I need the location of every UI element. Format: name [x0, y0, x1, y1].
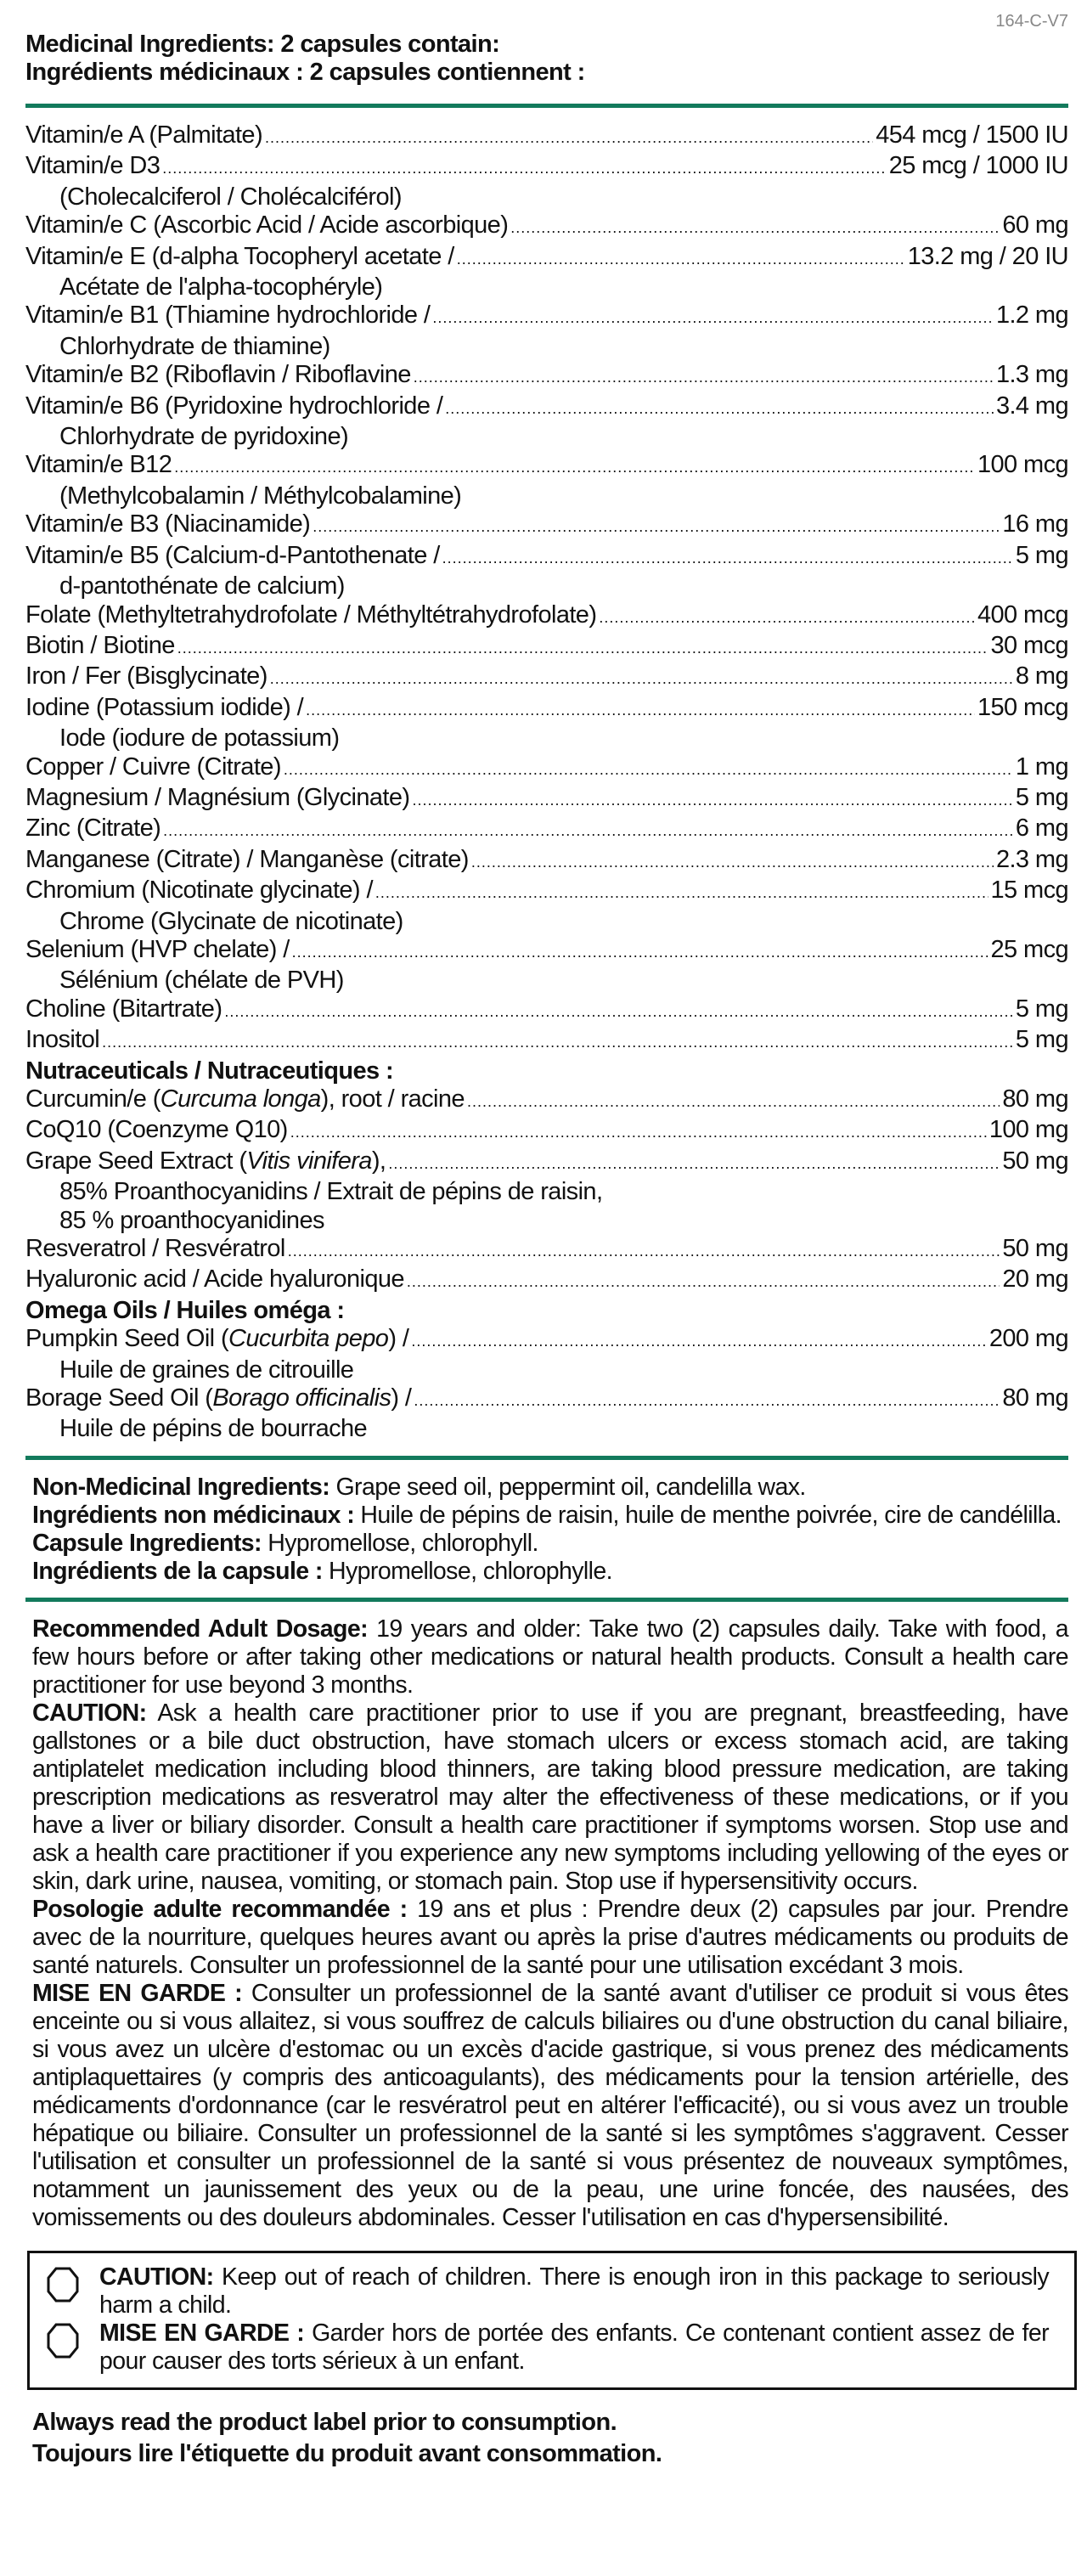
caution-en-text: Ask a health care practitioner prior to use if you are pregnant, breastfeeding, have gallstones or a bile duct obstruction, have stomach ulcers or excess stomach acid, are taking antiplatelet medication including blood thinners, are taking blood pressure medication, are taking prescription medications as resveratrol may alter the effectiveness of these medications, or if you have a liver or biliary disorder. Consult a health care practitioner if symptoms worsen. Stop use and ask a health care practitioner if you experience any new symptoms including yellowing of the eyes or skin, dark urine, nausea, vomiting, or stomach pain. Stop use if hypersensitivity occurs.: [32, 1699, 1068, 1895]
non-med-en-text: Grape seed oil, peppermint oil, candelilla wax.: [329, 1473, 806, 1501]
divider: [25, 1598, 1068, 1602]
ingredient-row: [25, 662, 1068, 693]
dot-leader: [471, 846, 994, 877]
ingredient-name-text: Resveratrol / Resvératrol: [25, 1235, 285, 1263]
warning-en: [99, 2263, 1049, 2320]
ingredient-name-text: Vitamin/e D3: [25, 152, 161, 180]
ingredient-amount: 100 mcg: [977, 451, 1068, 479]
ingredient-amount: 400 mcg: [977, 600, 1068, 628]
ingredient-amount: 150 mcg: [977, 693, 1068, 721]
ingredient-name: [25, 877, 373, 905]
ingredient-name: [25, 662, 268, 691]
heading-fr: Ingrédients médicinaux : 2 capsules contiennent :: [25, 59, 585, 86]
footer-en: Always read the product label prior to consumption.: [32, 2408, 617, 2436]
dot-leader: [177, 632, 988, 662]
ingredient-name: [25, 753, 281, 781]
footer-fr: Toujours lire l'étiquette du produit avant consommation.: [32, 2439, 662, 2467]
ingredient-name-text: Inositol: [25, 1026, 100, 1054]
ingredient-subname: (Methylcobalamin / Méthylcobalamine): [59, 482, 462, 510]
ingredient-amount: 1 mg: [1015, 753, 1068, 781]
ingredient-amount: 454 mcg / 1500 IU: [876, 121, 1068, 149]
label-code: 164-C-V7: [995, 12, 1068, 31]
ingredient-row: [25, 510, 1068, 541]
ingredient-name-text: Copper / Cuivre (Citrate): [25, 753, 281, 781]
ingredient-amount: 200 mg: [988, 1325, 1068, 1353]
ingredient-name-text: Curcumin/e (: [25, 1085, 161, 1113]
ingredient-name: [25, 995, 222, 1023]
ingredient-amount: 16 mg: [1002, 510, 1068, 538]
footer-notice: [32, 2407, 1068, 2470]
ingredient-amount: 5 mg: [1015, 995, 1068, 1023]
warning-fr-line: [47, 2320, 1049, 2376]
dot-leader: [510, 211, 1000, 242]
dot-leader: [265, 121, 873, 152]
warning-fr-text: Garder hors de portée des enfants. Ce contenant contient assez de fer pour causer des torts sérieux à un enfant.: [99, 2319, 1049, 2375]
dot-leader: [163, 815, 1013, 845]
ingredient-name: [25, 936, 290, 964]
ingredient-row: [25, 361, 1068, 392]
warning-en-line: [47, 2263, 1049, 2320]
warning-fr-label: MISE EN GARDE :: [99, 2319, 305, 2347]
ingredient-name: [25, 510, 310, 538]
ingredient-amount: 80 mg: [1002, 1085, 1068, 1113]
ingredient-amount: 5 mg: [1015, 783, 1068, 811]
ingredient-subname: Acétate de l'alpha-tocophéryle): [59, 273, 383, 302]
ingredient-subname: Iode (iodure de potassium): [59, 724, 340, 753]
dot-leader: [407, 1265, 1000, 1296]
ingredient-name: [25, 1085, 465, 1113]
ingredient-amount: 6 mg: [1015, 815, 1068, 843]
ingredient-name-text: Vitamin/e B12: [25, 451, 172, 479]
dosage-fr-label: Posologie adulte recommandée :: [32, 1895, 408, 1923]
ingredient-name-text: Magnesium / Magnésium (Glycinate): [25, 783, 410, 811]
ingredient-name-suffix: ),: [371, 1147, 386, 1175]
ingredient-row: [25, 1116, 1068, 1147]
ingredient-row: [25, 302, 1068, 332]
dot-leader: [411, 1325, 987, 1356]
dot-leader: [290, 1116, 987, 1147]
ingredient-latin-name: Borago officinalis: [212, 1384, 391, 1412]
dot-leader: [284, 753, 1013, 784]
warning-fr: [99, 2320, 1049, 2376]
ingredient-amount: 13.2 mg / 20 IU: [907, 242, 1068, 270]
ingredient-name: [25, 1325, 408, 1353]
ingredient-name-text: Pumpkin Seed Oil (: [25, 1325, 229, 1353]
warning-en-label: CAUTION:: [99, 2263, 214, 2291]
dot-leader: [270, 662, 1013, 693]
ingredient-row: [25, 211, 1068, 242]
ingredient-amount: 3.4 mg: [995, 392, 1068, 420]
dot-leader: [432, 302, 994, 332]
ingredient-name: [25, 694, 303, 722]
ingredient-name: [25, 601, 596, 629]
ingredient-name: [25, 784, 409, 812]
ingredient-name: [25, 846, 469, 874]
ingredient-amount: 30 mcg: [990, 631, 1068, 659]
ingredient-amount: 100 mg: [988, 1116, 1068, 1144]
ingredient-name-text: Vitamin/e B6 (Pyridoxine hydrochloride /: [25, 392, 443, 420]
ingredient-name-text: Vitamin/e C (Ascorbic Acid / Acide ascorbique): [25, 211, 509, 240]
ingredient-latin-name: Curcuma longa: [160, 1085, 321, 1113]
ingredient-name-suffix: ) /: [388, 1325, 409, 1353]
ingredient-amount: 80 mg: [1002, 1384, 1068, 1412]
ingredient-row: [25, 694, 1068, 724]
dot-leader: [445, 392, 994, 423]
dot-leader: [414, 361, 994, 392]
caution-fr-text: Consulter un professionnel de la santé avant d'utiliser ce produit si vous êtes enceinte ou si vous allaitez, si vous souffrez de calculs biliaires ou d'une obstruction du canal biliaire, si vous avez un ulcère d'estomac ou un excès d'acide gastrique, si vous prenez des médicaments antiplaquettaires (y compris des anticoagulants), des médicaments pour la tension artérielle, des médicaments d'ordonnance (car le resvératrol peut en altérer l'efficacité), ou si vous avez un trouble hépatique ou biliaire. Consulter un professionnel de la santé si les symptômes s'aggravent. Cesser l'utilisation et consulter un professionnel de la santé si vous présentez de nouveaux symptômes, notamment un jaunissement des yeux ou de la peau, une urine foncée, des nausées, des vomissements ou des douleurs abdominales. Cesser l'utilisation en cas d'hypersensibilité.: [32, 1979, 1069, 2231]
dot-leader: [313, 510, 1000, 541]
ingredient-name: [25, 243, 454, 271]
ingredient-name: [25, 1384, 411, 1412]
ingredient-amount: 1.3 mg: [995, 361, 1068, 389]
ingredient-amount: 5 mg: [1015, 1026, 1068, 1054]
capsule-fr-text: Hypromellose, chlorophylle.: [322, 1557, 612, 1585]
medicinal-ingredients-heading: [25, 31, 1068, 87]
ingredient-name-text: Grape Seed Extract (: [25, 1147, 247, 1175]
ingredient-subname: Sélénium (chélate de PVH): [59, 967, 344, 995]
non-med-fr-label: Ingrédients non médicinaux :: [32, 1501, 355, 1529]
ingredient-latin-name: Cucurbita pepo: [228, 1325, 389, 1353]
ingredient-subname: Chrome (Glycinate de nicotinate): [59, 907, 403, 935]
section-heading: Omega Oils / Huiles oméga :: [25, 1296, 345, 1324]
dot-leader: [306, 694, 975, 724]
ingredient-name-text: Iodine (Potassium iodide) /: [25, 693, 304, 721]
ingredient-name-text: CoQ10 (Coenzyme Q10): [25, 1116, 288, 1144]
ingredient-row: [25, 1085, 1068, 1116]
dot-leader: [388, 1147, 1000, 1178]
ingredient-row: [25, 243, 1068, 273]
ingredient-subname: Huile de graines de citrouille: [59, 1356, 354, 1384]
ingredient-amount: 50 mg: [1002, 1235, 1068, 1263]
ingredient-name-suffix: ) /: [391, 1384, 412, 1412]
dosage-en-text: 19 years and older: Take two (2) capsules daily. Take with food, a few hours before or after taking other medications or natural health products. Consult a health care practitioner for use beyond 3 months.: [32, 1615, 1068, 1699]
capsule-en-label: Capsule Ingredients:: [32, 1529, 262, 1557]
ingredient-name-text: Vitamin/e B1 (Thiamine hydrochloride /: [25, 302, 431, 330]
ingredient-subname: d-pantothénate de calcium): [59, 572, 345, 600]
ingredient-name-suffix: ), root / racine: [320, 1085, 465, 1113]
ingredient-amount: 15 mcg: [990, 877, 1068, 905]
ingredient-name-text: Biotin / Biotine: [25, 631, 175, 659]
ingredient-name-text: Vitamin/e B3 (Niacinamide): [25, 510, 311, 538]
ingredient-amount: 2.3 mg: [995, 845, 1068, 873]
ingredient-amount: 60 mg: [1002, 211, 1068, 240]
ingredient-amount: 50 mg: [1002, 1147, 1068, 1175]
ingredient-list: [25, 121, 1068, 1444]
ingredient-name: [25, 1265, 404, 1294]
ingredient-latin-name: Vitis vinifera: [246, 1147, 372, 1175]
ingredient-amount: 20 mg: [1002, 1265, 1068, 1294]
ingredient-name: [25, 1235, 285, 1263]
dot-leader: [412, 784, 1012, 815]
ingredient-name: [25, 361, 411, 389]
dot-leader: [375, 877, 988, 907]
dot-leader: [442, 542, 1013, 572]
ingredient-subname: Chlorhydrate de thiamine): [59, 332, 330, 360]
ingredient-name: [25, 152, 160, 180]
dot-leader: [174, 451, 975, 482]
ingredient-name: [25, 632, 175, 660]
heading-en: Medicinal Ingredients: 2 capsules contain:: [25, 31, 500, 58]
ingredient-name-text: Vitamin/e E (d-alpha Tocopheryl acetate /: [25, 242, 454, 270]
ingredient-row: [25, 632, 1068, 662]
ingredient-name: [25, 1147, 386, 1175]
ingredient-row: [25, 121, 1068, 152]
ingredient-name-text: Folate (Methyltetrahydrofolate / Méthyltétrahydrofolate): [25, 600, 597, 628]
ingredient-name: [25, 302, 430, 330]
dot-leader: [414, 1384, 1000, 1415]
non-med-en-label: Non-Medicinal Ingredients:: [32, 1473, 330, 1501]
ingredient-amount: 25 mcg: [990, 935, 1068, 963]
ingredient-name-text: Vitamin/e B2 (Riboflavin / Riboflavine: [25, 361, 411, 389]
ingredient-row: [25, 846, 1068, 877]
dot-leader: [102, 1026, 1013, 1057]
directions-section: [25, 1615, 1068, 2232]
ingredient-name: [25, 121, 262, 149]
ingredient-row: [25, 995, 1068, 1026]
ingredient-name-text: Borage Seed Oil (: [25, 1384, 213, 1412]
ingredient-name: [25, 392, 442, 420]
ingredient-subname: 85% Proanthocyanidins / Extrait de pépins de raisin,: [59, 1178, 603, 1206]
ingredient-row: [25, 451, 1068, 482]
divider: [25, 104, 1068, 108]
dot-leader: [457, 243, 905, 273]
capsule-en-text: Hypromellose, chlorophyll.: [261, 1529, 538, 1557]
caution-en-label: CAUTION:: [32, 1699, 147, 1727]
ingredient-row: [25, 1265, 1068, 1296]
ingredient-amount: 8 mg: [1015, 662, 1068, 691]
ingredient-name-text: Iron / Fer (Bisglycinate): [25, 662, 268, 691]
dot-leader: [292, 936, 988, 967]
ingredient-name-text: Selenium (HVP chelate) /: [25, 935, 290, 963]
ingredient-name-text: Chromium (Nicotinate glycinate) /: [25, 877, 373, 905]
ingredient-amount: 1.2 mg: [995, 302, 1068, 330]
dot-leader: [224, 995, 1013, 1026]
ingredient-row: [25, 936, 1068, 967]
ingredient-amount: 25 mcg / 1000 IU: [888, 152, 1068, 180]
ingredient-row: [25, 815, 1068, 845]
capsule-fr-label: Ingrédients de la capsule :: [32, 1557, 323, 1585]
ingredient-name: [25, 451, 172, 479]
non-medicinal-section: [25, 1474, 1068, 1586]
ingredient-row: [25, 784, 1068, 815]
dot-leader: [599, 601, 975, 632]
ingredient-name-text: Vitamin/e B5 (Calcium-d-Pantothenate /: [25, 541, 440, 569]
iron-warning-box: [27, 2251, 1077, 2390]
dosage-en-label: Recommended Adult Dosage:: [32, 1615, 368, 1643]
ingredient-name-text: Zinc (Citrate): [25, 815, 161, 843]
ingredient-name: [25, 815, 161, 843]
dot-leader: [288, 1235, 1000, 1265]
ingredient-name: [25, 1026, 99, 1054]
ingredient-row: [25, 1325, 1068, 1356]
ingredient-name-text: Hyaluronic acid / Acide hyaluronique: [25, 1265, 404, 1294]
ingredient-subname: Chlorhydrate de pyridoxine): [59, 423, 349, 451]
ingredient-row: [25, 152, 1068, 183]
ingredient-row: [25, 753, 1068, 784]
dot-leader: [162, 152, 886, 183]
ingredient-row: [25, 1384, 1068, 1415]
ingredient-row: [25, 542, 1068, 572]
ingredient-name-text: Choline (Bitartrate): [25, 995, 222, 1023]
ingredient-row: [25, 601, 1068, 632]
octagon-warning-icon: [47, 2323, 79, 2359]
ingredient-row: [25, 392, 1068, 423]
ingredient-name-text: Vitamin/e A (Palmitate): [25, 121, 263, 149]
ingredient-row: [25, 877, 1068, 907]
ingredient-name-text: Manganese (Citrate) / Manganèse (citrate): [25, 845, 469, 873]
ingredient-name: [25, 211, 508, 240]
ingredient-subname: 85 % proanthocyanidines: [59, 1206, 324, 1234]
caution-fr-label: MISE EN GARDE :: [32, 1979, 243, 2007]
warning-en-text: Keep out of reach of children. There is enough iron in this package to seriously harm a child.: [99, 2263, 1049, 2319]
section-heading: Nutraceuticals / Nutraceutiques :: [25, 1057, 394, 1085]
ingredient-row: [25, 1026, 1068, 1057]
ingredient-row: [25, 1235, 1068, 1265]
ingredient-amount: 5 mg: [1015, 541, 1068, 569]
dot-leader: [467, 1085, 1000, 1116]
divider: [25, 1456, 1068, 1460]
ingredient-subname: (Cholecalciferol / Cholécalciférol): [59, 183, 402, 211]
ingredient-name: [25, 542, 440, 570]
non-med-fr-text: Huile de pépins de raisin, huile de menthe poivrée, cire de candélilla.: [354, 1501, 1062, 1529]
dosage-fr-text: 19 ans et plus : Prendre deux (2) capsules par jour. Prendre avec de la nourriture, quelques heures avant ou après la prise d'autres médicaments ou produits de santé naturels. Consulter un professionnel de la santé pour une utilisation excédant 3 mois.: [32, 1895, 1068, 1979]
ingredient-subname: Huile de pépins de bourrache: [59, 1415, 368, 1443]
ingredient-name: [25, 1116, 288, 1144]
ingredient-row: [25, 1147, 1068, 1178]
octagon-warning-icon: [47, 2267, 79, 2303]
